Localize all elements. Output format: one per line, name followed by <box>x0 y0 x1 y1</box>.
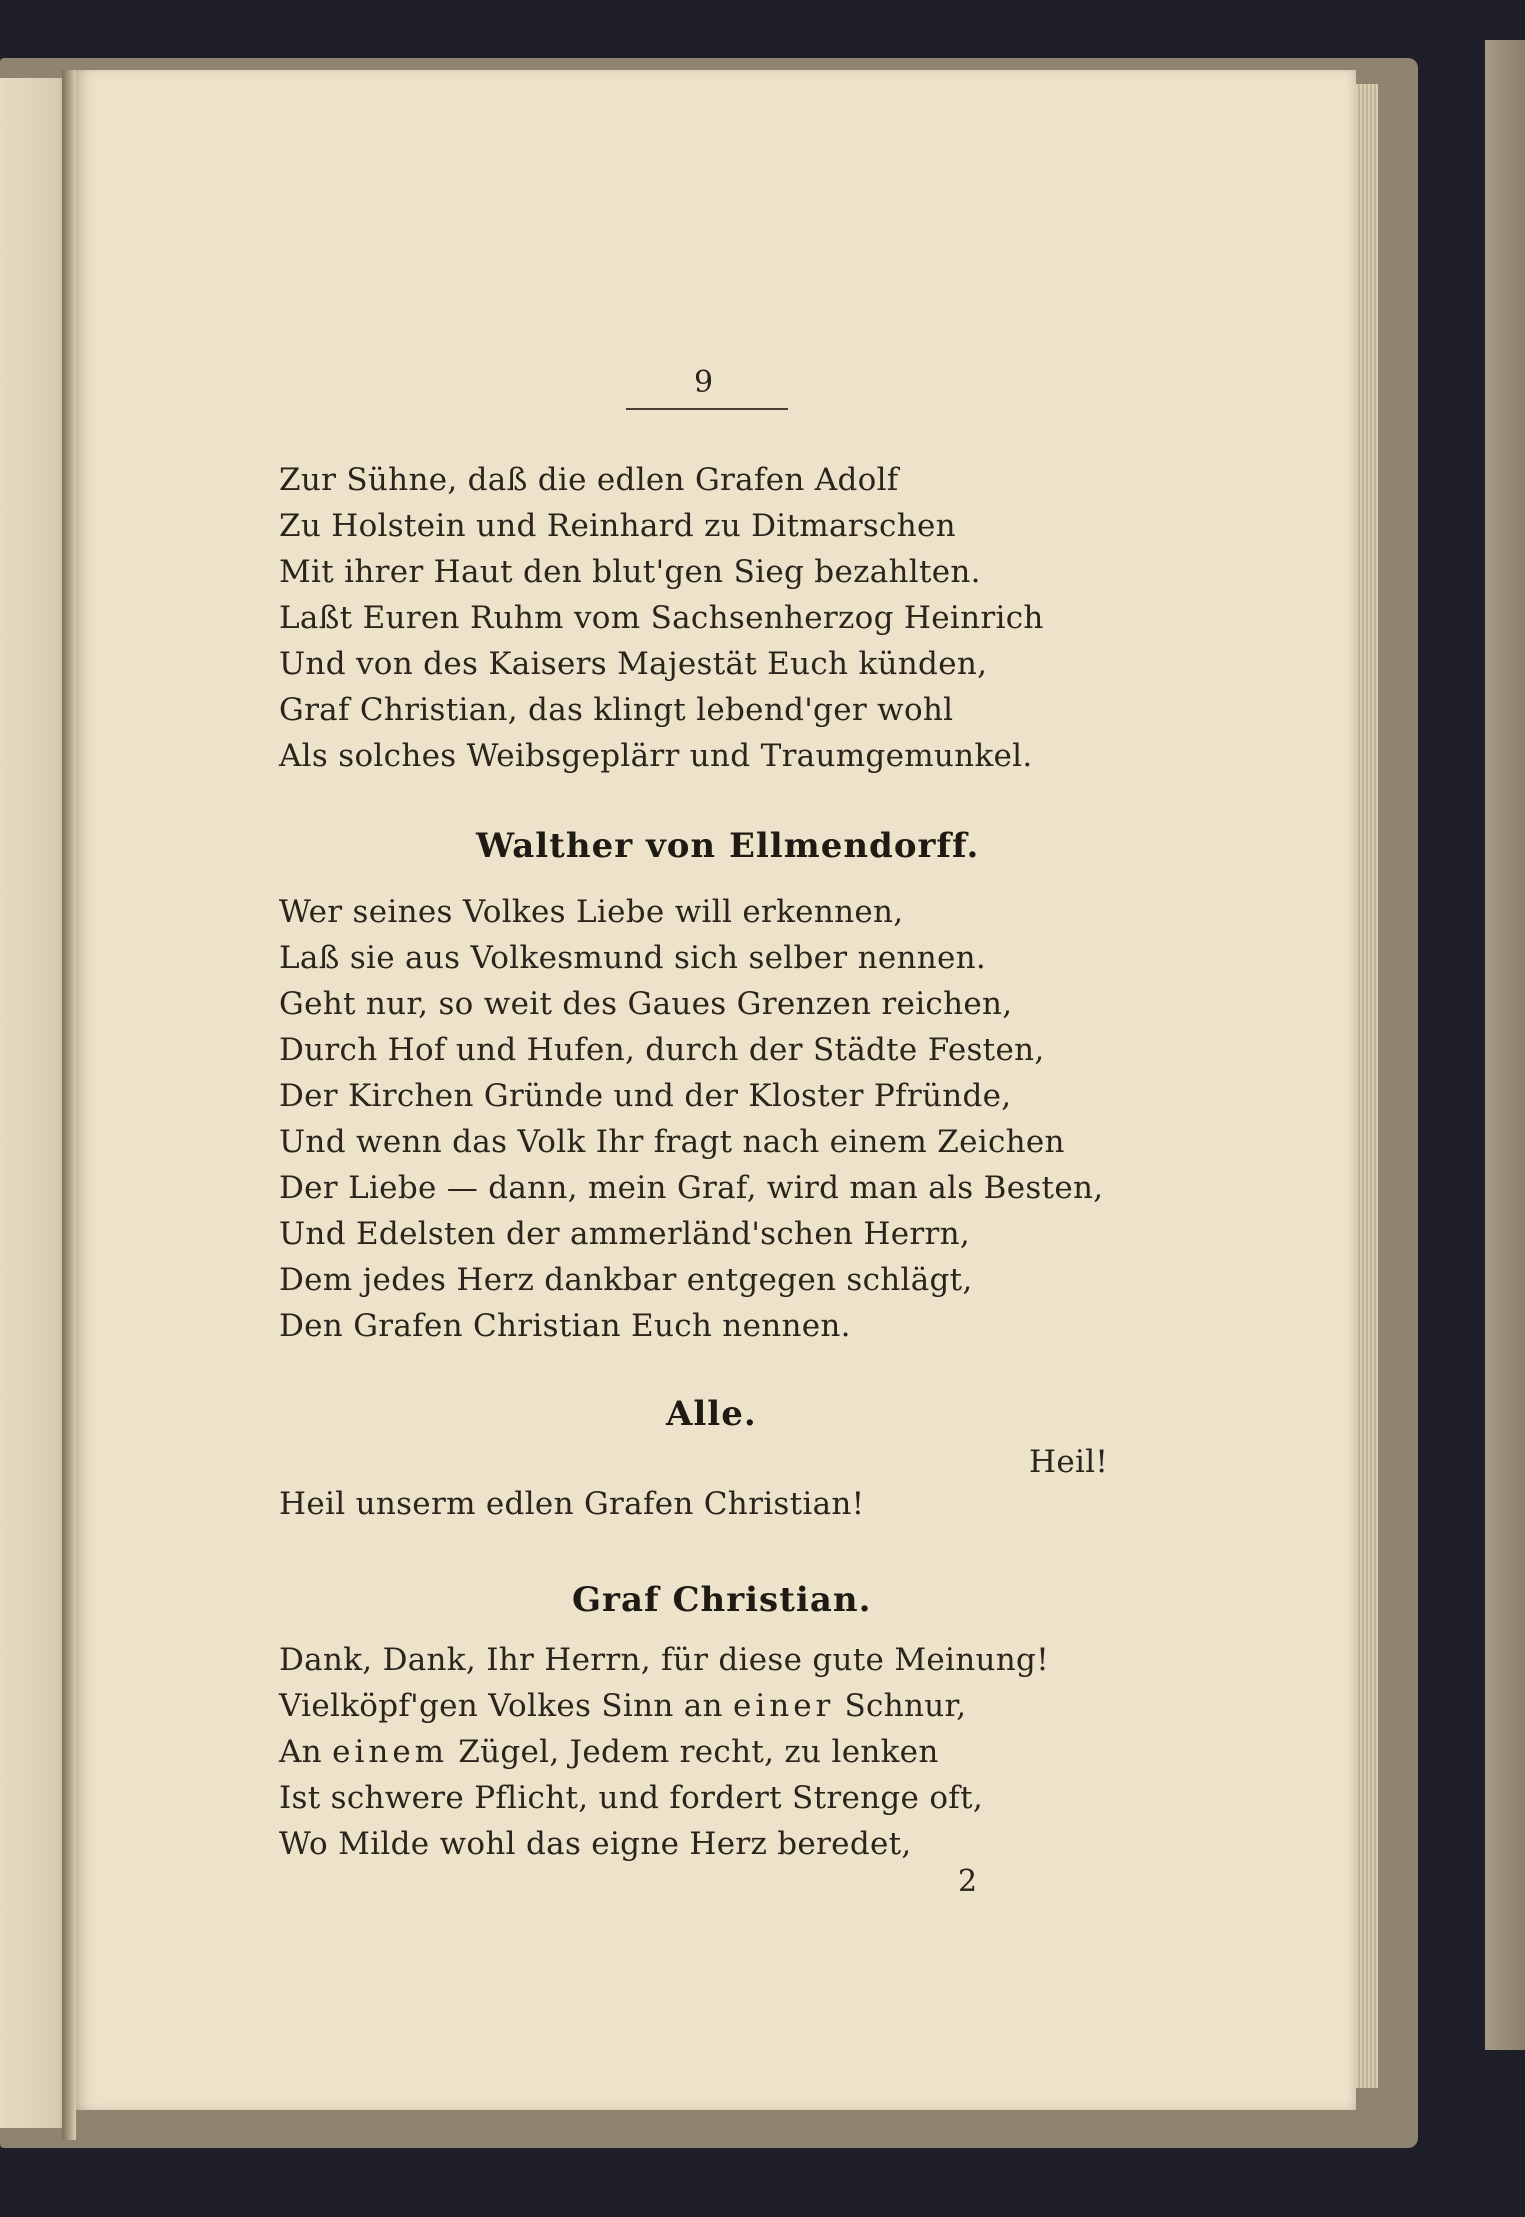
speaker-heading: Walther von Ellmendorff. <box>476 826 980 866</box>
verse-line: Zur Sühne, daß die edlen Grafen Adolf <box>279 462 899 498</box>
verse-line: Wer seines Volkes Liebe will erkennen, <box>279 894 904 930</box>
verse-line: Wo Milde wohl das eigne Herz beredet, <box>279 1826 912 1862</box>
left-page-edge <box>0 78 70 2128</box>
book-gutter <box>62 70 76 2140</box>
speaker-heading: Alle. <box>666 1394 757 1434</box>
verse-line: Heil unserm edlen Grafen Christian! <box>279 1486 865 1522</box>
verse-line: Als solches Weibsgeplärr und Traumgemunkel. <box>279 738 1033 774</box>
verse-line-right: Heil! <box>1029 1444 1109 1480</box>
signature-mark: 2 <box>958 1864 978 1899</box>
verse-line: Der Liebe — dann, mein Graf, wird man als Besten, <box>279 1170 1104 1206</box>
verse-fragment: Schnur, <box>844 1688 967 1724</box>
page-number-rule <box>626 408 788 410</box>
verse-line <box>279 1686 966 1726</box>
page-number: 9 <box>694 365 714 400</box>
cover-edge <box>1485 40 1525 2050</box>
emphasized-word: einer <box>732 1688 835 1724</box>
verse-line: Den Grafen Christian Euch nennen. <box>279 1308 851 1344</box>
verse-line: Geht nur, so weit des Gaues Grenzen reichen, <box>279 986 1013 1022</box>
right-page <box>74 70 1356 2110</box>
verse-line <box>279 1732 939 1772</box>
verse-fragment: An <box>279 1734 322 1770</box>
emphasized-word: einem <box>332 1734 449 1770</box>
verse-fragment: Zügel, Jedem recht, zu lenken <box>458 1734 939 1770</box>
verse-line: Und wenn das Volk Ihr fragt nach einem Zeichen <box>279 1124 1065 1160</box>
verse-line: Der Kirchen Gründe und der Kloster Pfründe, <box>279 1078 1012 1114</box>
verse-line: Laßt Euren Ruhm vom Sachsenherzog Heinrich <box>279 600 1044 636</box>
verse-line: Mit ihrer Haut den blut'gen Sieg bezahlten. <box>279 554 981 590</box>
page-stack-edge <box>1356 84 1378 2088</box>
speaker-heading: Graf Christian. <box>572 1580 872 1620</box>
verse-line: Durch Hof und Hufen, durch der Städte Festen, <box>279 1032 1045 1068</box>
verse-line: Zu Holstein und Reinhard zu Ditmarschen <box>279 508 956 544</box>
verse-line: Dank, Dank, Ihr Herrn, für diese gute Meinung! <box>279 1642 1049 1678</box>
verse-line: Laß sie aus Volkesmund sich selber nennen. <box>279 940 987 976</box>
verse-line: Dem jedes Herz dankbar entgegen schlägt, <box>279 1262 973 1298</box>
verse-line: Ist schwere Pflicht, und fordert Strenge oft, <box>279 1780 983 1816</box>
verse-fragment: Vielköpf'gen Volkes Sinn an <box>279 1688 723 1724</box>
verse-line: Graf Christian, das klingt lebend'ger wohl <box>279 692 954 728</box>
verse-line: Und von des Kaisers Majestät Euch künden, <box>279 646 988 682</box>
verse-line: Und Edelsten der ammerländ'schen Herrn, <box>279 1216 971 1252</box>
